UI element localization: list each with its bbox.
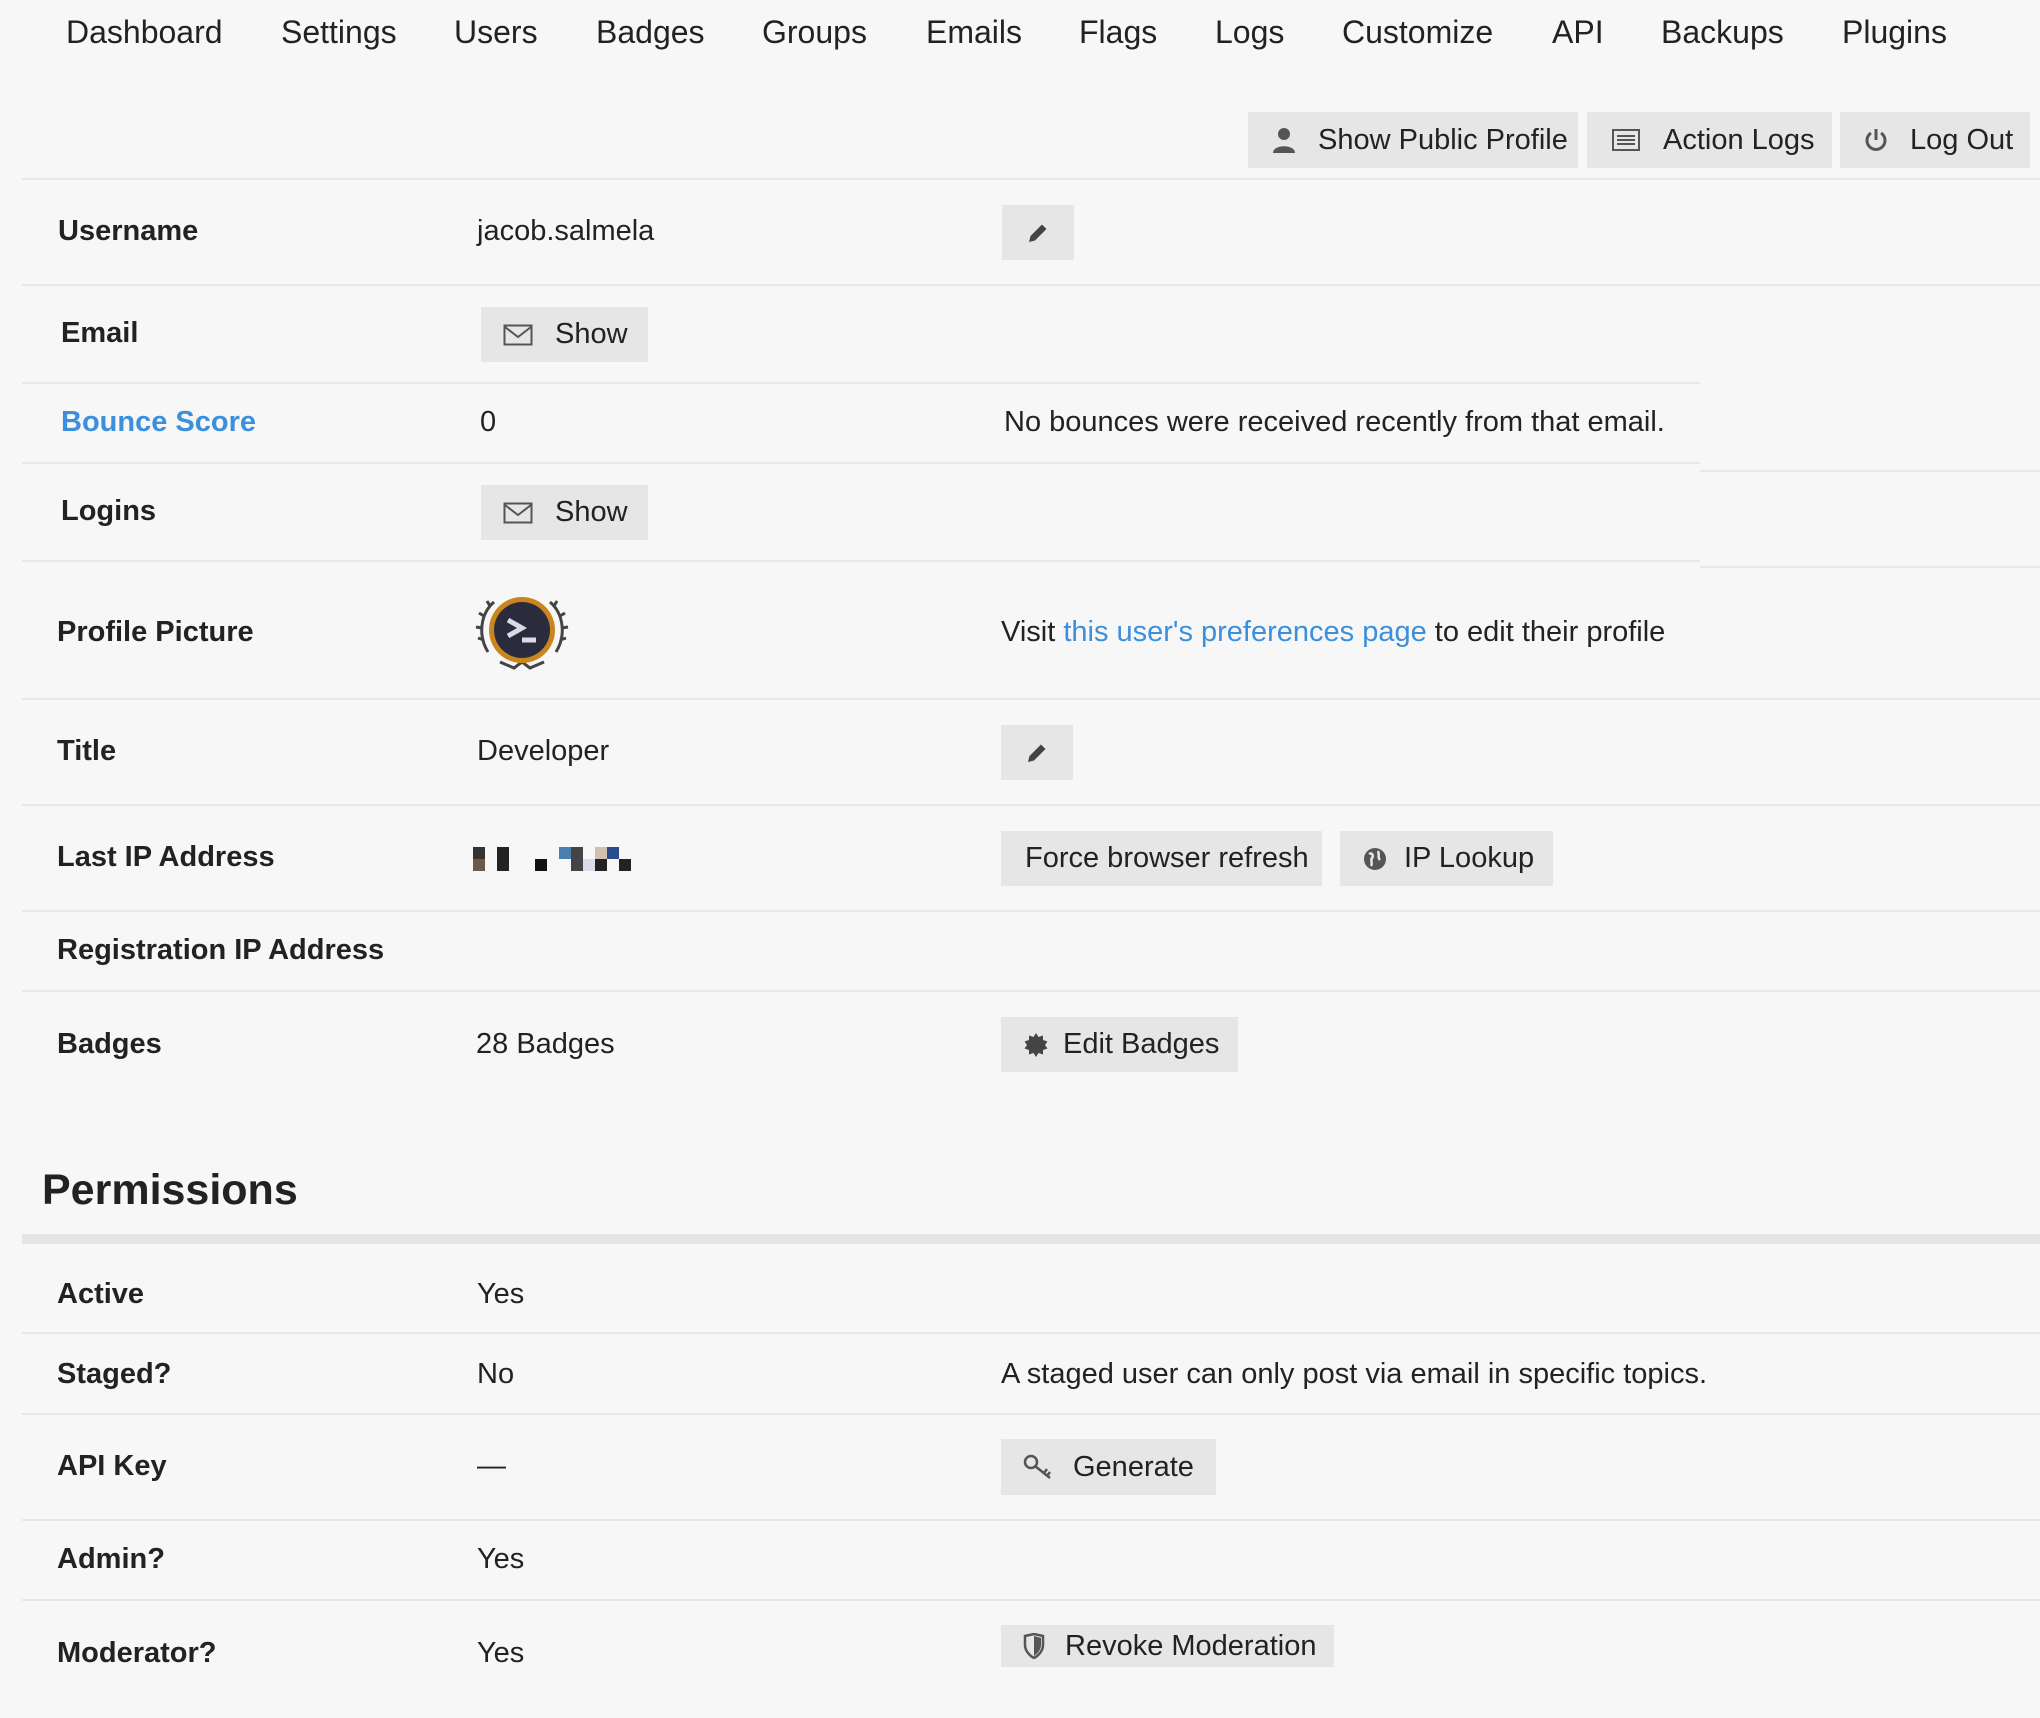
visit-prefix: Visit [1001,616,1064,648]
certificate-icon [1023,1032,1049,1058]
divider [22,1519,2040,1521]
divider [22,804,2040,806]
divider [22,560,1700,562]
nav-flags[interactable]: Flags [1079,14,1158,50]
logins-label: Logins [61,495,157,527]
section-divider [22,1234,2040,1244]
nav-logs[interactable]: Logs [1215,14,1285,50]
email-label: Email [61,317,139,349]
show-public-profile-button[interactable] [1248,112,1578,168]
admin-value: Yes [477,1543,525,1575]
last-ip-value-redacted [473,847,635,871]
api-key-label: API Key [57,1450,167,1482]
nav-groups[interactable]: Groups [762,14,867,50]
ip-lookup-label: IP Lookup [1404,842,1535,874]
nav-dashboard[interactable]: Dashboard [66,14,223,50]
nav-customize[interactable]: Customize [1342,14,1494,50]
divider [22,698,2040,700]
divider [22,1332,2040,1334]
revoke-moderation-label: Revoke Moderation [1065,1629,1317,1662]
nav-settings[interactable]: Settings [281,14,397,50]
envelope-icon [503,324,533,346]
divider [22,178,2040,180]
key-icon [1023,1454,1053,1480]
active-label: Active [57,1278,145,1310]
show-logins-button[interactable] [481,485,648,540]
username-value: jacob.salmela [477,215,655,247]
nav-users[interactable]: Users [454,14,538,50]
divider [22,1599,2040,1601]
avatar[interactable] [474,588,570,676]
user-icon [1270,126,1298,154]
title-label: Title [57,735,117,767]
registration-ip-label: Registration IP Address [57,934,385,966]
shield-icon [1023,1633,1045,1659]
nav-backups[interactable]: Backups [1661,14,1784,50]
staged-note: A staged user can only post via email in specific topics. [1001,1358,1708,1390]
moderator-label: Moderator? [57,1637,217,1669]
force-browser-refresh-label: Force browser refresh [1025,842,1309,874]
permissions-heading: Permissions [42,1166,298,1214]
divider [22,1413,2040,1415]
admin-label: Admin? [57,1543,165,1575]
username-label: Username [58,215,199,247]
profile-picture-note [1001,616,1665,649]
badges-label: Badges [57,1028,162,1060]
nav-api[interactable]: API [1552,14,1604,50]
edit-badges-label: Edit Badges [1063,1028,1220,1060]
log-out-button[interactable] [1840,112,2030,168]
show-public-profile-label: Show Public Profile [1318,123,1568,156]
divider [22,284,2040,286]
profile-picture-label: Profile Picture [57,616,254,648]
divider [22,382,1700,384]
action-logs-button[interactable] [1587,112,1832,168]
active-value: Yes [477,1278,525,1310]
edit-username-button[interactable] [1002,205,1074,260]
generate-api-key-button[interactable] [1001,1439,1216,1495]
show-email-label: Show [555,318,628,350]
divider [22,910,2040,912]
last-ip-label: Last IP Address [57,841,275,873]
generate-label: Generate [1073,1450,1194,1483]
nav-emails[interactable]: Emails [926,14,1023,50]
divider [1700,470,2040,472]
revoke-moderation-button[interactable] [1001,1625,1334,1667]
show-logins-label: Show [555,496,628,528]
divider [1700,566,2040,568]
divider [22,990,2040,992]
pencil-icon [1025,741,1049,765]
nav-plugins[interactable]: Plugins [1842,14,1947,50]
edit-badges-button[interactable] [1001,1017,1238,1072]
globe-icon [1362,846,1388,872]
action-logs-label: Action Logs [1663,123,1815,156]
force-browser-refresh-button[interactable] [1001,831,1322,886]
bounce-score-value: 0 [480,406,497,438]
preferences-page-link[interactable]: this user's preferences page [1063,616,1427,648]
api-key-value: — [477,1450,506,1482]
pencil-icon [1026,221,1050,245]
staged-label: Staged? [57,1358,172,1390]
bounce-score-note: No bounces were received recently from that email. [1004,406,1665,438]
log-out-label: Log Out [1910,123,2014,156]
show-email-button[interactable] [481,307,648,362]
staged-value: No [477,1358,515,1390]
edit-title-button[interactable] [1001,725,1073,780]
title-value: Developer [477,735,610,767]
ip-lookup-button[interactable] [1340,831,1553,886]
visit-suffix: to edit their profile [1426,616,1666,648]
list-alt-icon [1611,128,1641,152]
nav-badges[interactable]: Badges [596,14,705,50]
admin-nav [0,0,2040,72]
badges-count: 28 Badges [476,1028,615,1060]
envelope-icon [503,502,533,524]
bounce-score-label[interactable]: Bounce Score [61,406,256,438]
divider [22,462,1700,464]
power-off-icon [1862,126,1890,154]
moderator-value: Yes [477,1637,525,1669]
